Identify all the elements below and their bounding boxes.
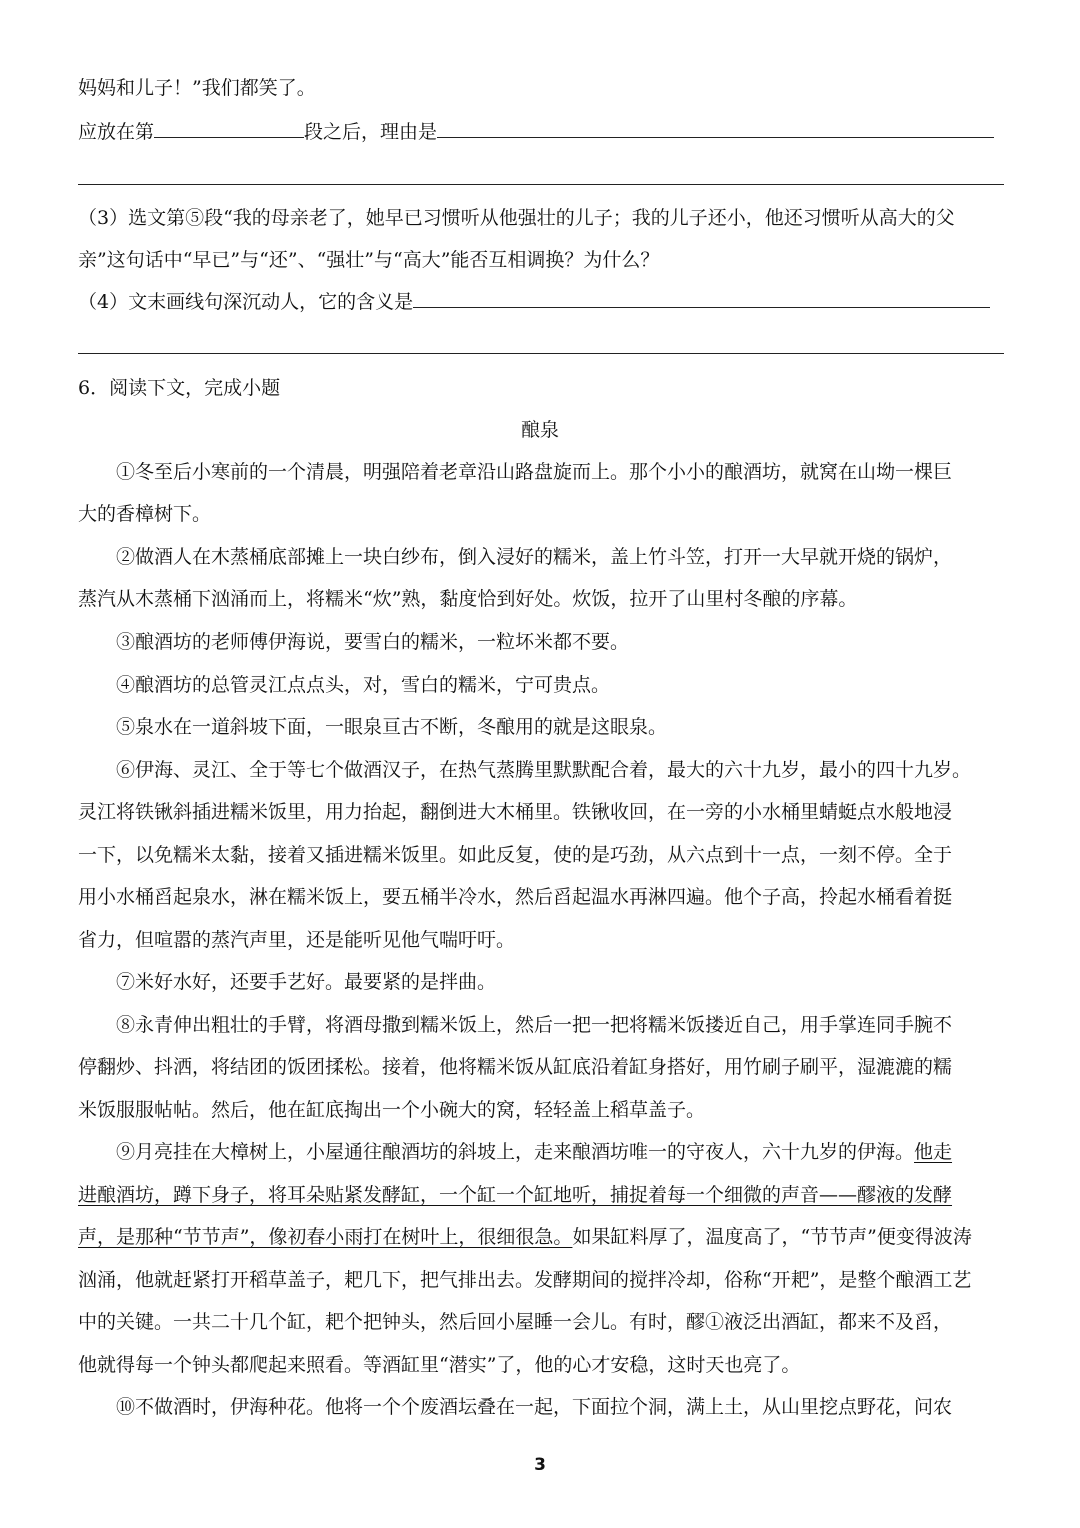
q5-sub2 xyxy=(78,118,1004,146)
text-line: 他就得每一个钟头都爬起来照看。等酒缸里“潜实”了，他的心才安稳，这时天也亮了。 xyxy=(78,1354,801,1376)
text-line: ③酿酒坊的老师傅伊海说，要雪白的糯米，一粒坏米都不要。 xyxy=(116,631,630,653)
text-line: ⑧永青伸出粗壮的手臂，将酒母撒到糯米饭上，然后一把一把将糯米饭搂近自己，用手掌连同手腕不 xyxy=(116,1014,953,1036)
text-line: 中的关键。一共二十几个缸，耙个把钟头，然后回小屋睡一会儿。有时，醪①液泛出酒缸，都来不及舀， xyxy=(78,1311,953,1333)
text-plain: ⑨月亮挂在大樟树上，小屋通往酿酒坊的斜坡上，走来酿酒坊唯一的守夜人，六十九岁的伊海。 xyxy=(116,1141,915,1163)
underlined-sentence: 他走 xyxy=(914,1141,953,1163)
text-line: ④酿酒坊的总管灵江点点头，对，雪白的糯米，宁可贵点。 xyxy=(116,674,611,696)
q5-sub3-line2: 亲”这句话中“早已”与“还”、“强壮”与“高大”能否互相调换？为什么？ xyxy=(78,249,660,271)
q5-sub4 xyxy=(78,288,1004,316)
text-line: 省力，但喧嚣的蒸汽声里，还是能听见他气喘吁吁。 xyxy=(78,929,516,951)
q5-sub2-prefix: 应放在第 xyxy=(78,121,155,143)
text-line: 大的香樟树下。 xyxy=(78,503,212,525)
text-line: ①冬至后小寒前的一个清晨，明强陪着老章沿山路盘旋而上。那个小小的酿酒坊，就窝在山坳一棵巨 xyxy=(116,461,953,483)
text-line xyxy=(78,1223,1004,1251)
text-line: 汹涌，他就赶紧打开稻草盖子，耙几下，把气排出去。发酵期间的搅拌冷却，俗称“开耙”，是整个酿酒工艺 xyxy=(78,1269,972,1291)
q5-prev-line: 妈妈和儿子！”我们都笑了。 xyxy=(78,77,316,99)
text-line: 蒸汽从木蒸桶下汹涌而上，将糯米“炊”熟，黏度恰到好处。炊饭，拉开了山里村冬酿的序幕。 xyxy=(78,588,858,610)
text-line: 用小水桶舀起泉水，淋在糯米饭上，要五桶半冷水，然后舀起温水再淋四遍。他个子高，拎起水桶看着挺 xyxy=(78,886,953,908)
q5-sub4-prefix: （4）文末画线句深沉动人，它的含义是 xyxy=(78,291,414,313)
answer-line[interactable] xyxy=(78,353,1004,354)
text-line: ⑦米好水好，还要手艺好。最要紧的是拌曲。 xyxy=(116,971,497,993)
text-line: ⑥伊海、灵江、全于等七个做酒汉子，在热气蒸腾里默默配合着，最大的六十九岁，最小的四十九岁。 xyxy=(116,759,972,781)
text-line xyxy=(78,1181,1004,1209)
text-line: 灵江将铁锹斜插进糯米饭里，用力抬起，翻倒进大木桶里。铁锹收回，在一旁的小水桶里蜻蜓点水般地浸 xyxy=(78,801,953,823)
article-title: 酿泉 xyxy=(520,419,559,441)
text-line xyxy=(116,1138,1004,1166)
underlined-sentence: 声，是那种“节节声”，像初春小雨打在树叶上，很细很急。 xyxy=(78,1226,573,1248)
text-line: 米饭服服帖帖。然后，他在缸底掏出一个小碗大的窝，轻轻盖上稻草盖子。 xyxy=(78,1099,706,1121)
answer-blank-paragraph[interactable] xyxy=(154,119,304,138)
text-line: ②做酒人在木蒸桶底部摊上一块白纱布，倒入浸好的糯米，盖上竹斗笠，打开一大早就开烧的锅炉， xyxy=(116,546,953,568)
answer-blank-meaning[interactable] xyxy=(413,289,990,308)
q6-header: 6．阅读下文，完成小题 xyxy=(78,377,281,399)
underlined-sentence: 进酿酒坊，蹲下身子，将耳朵贴紧发酵缸，一个缸一个缸地听，捕捉着每一个细微的声音——醪液的发酵 xyxy=(78,1184,953,1206)
text-plain: 如果缸料厚了，温度高了，“节节声”便变得波涛 xyxy=(572,1226,972,1248)
text-line: 一下，以免糯米太黏，接着又插进糯米饭里。如此反复，使的是巧劲，从六点到十一点，一刻不停。全于 xyxy=(78,844,953,866)
q5-sub2-mid: 段之后，理由是 xyxy=(304,121,438,143)
answer-line[interactable] xyxy=(78,184,1004,185)
text-line: 停翻炒、抖洒，将结团的饭团揉松。接着，他将糯米饭从缸底沿着缸身搭好，用竹刷子刷平，湿漉漉的糯 xyxy=(78,1056,953,1078)
text-line: ⑩不做酒时，伊海种花。他将一个个废酒坛叠在一起，下面拉个洞，满上土，从山里挖点野花，问农 xyxy=(116,1396,953,1418)
text-line: ⑤泉水在一道斜坡下面，一眼泉亘古不断，冬酿用的就是这眼泉。 xyxy=(116,716,668,738)
q5-sub3-line1: （3）选文第⑤段“我的母亲老了，她早已习惯听从他强壮的儿子；我的儿子还小，他还习惯听从高大的父 xyxy=(78,207,955,229)
answer-blank-reason[interactable] xyxy=(437,119,994,138)
page-number: 3 xyxy=(534,1455,546,1475)
